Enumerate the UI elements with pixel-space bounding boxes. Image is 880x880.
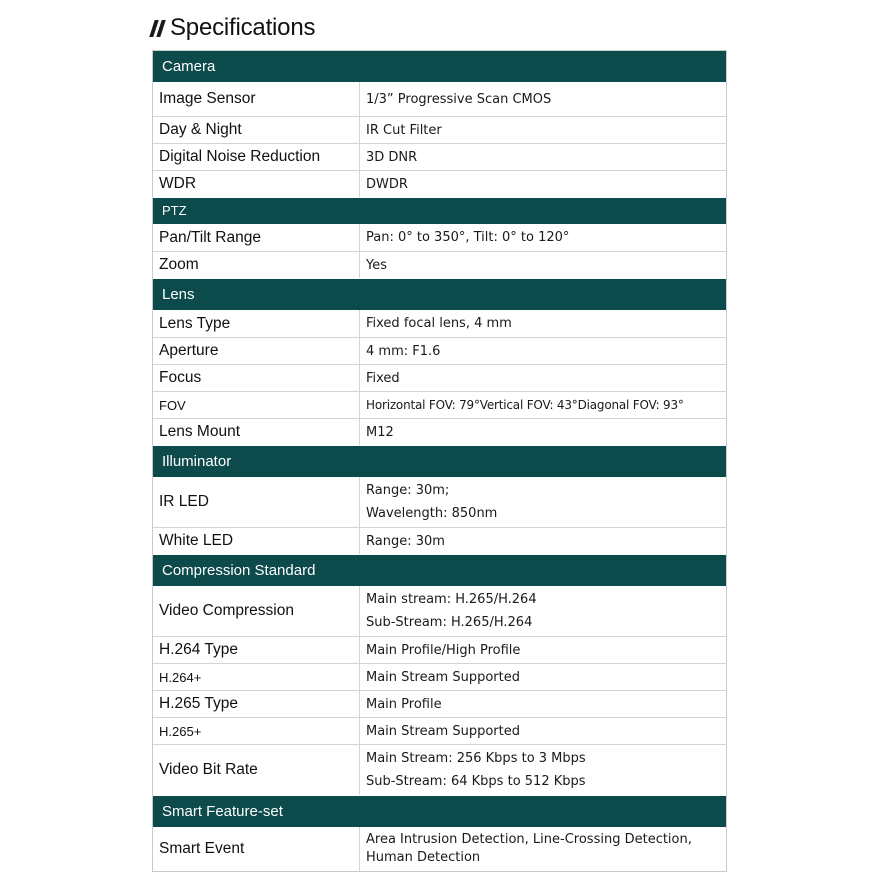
spec-value-line: Sub-Stream: H.265/H.264 <box>366 615 533 630</box>
section-heading: Illuminator <box>153 446 726 477</box>
spec-value <box>360 117 726 143</box>
spec-row <box>153 586 726 636</box>
spec-value-line: Main Profile/High Profile <box>366 642 521 658</box>
spec-row <box>153 310 726 337</box>
spec-row <box>153 717 726 744</box>
spec-row <box>153 527 726 554</box>
spec-value-line: Yes <box>366 257 387 273</box>
spec-value-line: Range: 30m <box>366 533 445 549</box>
spec-label: Smart Event <box>153 827 360 871</box>
spec-value <box>360 718 726 744</box>
spec-label: FOV <box>153 392 360 418</box>
section-heading: PTZ <box>153 198 726 224</box>
spec-row <box>153 364 726 391</box>
spec-label: H.264+ <box>153 664 360 690</box>
spec-value <box>360 419 726 445</box>
spec-label: White LED <box>153 528 360 554</box>
section-smart-feature-set <box>153 795 726 871</box>
spec-value-line: IR Cut Filter <box>366 122 442 138</box>
spec-row <box>153 636 726 663</box>
spec-label: WDR <box>153 171 360 197</box>
spec-value-line: Main Stream Supported <box>366 723 520 739</box>
spec-value-line: Fixed focal lens, 4 mm <box>366 316 512 331</box>
slash-mark-icon <box>152 20 166 37</box>
spec-value-line: Fixed <box>366 370 400 386</box>
spec-row <box>153 663 726 690</box>
section-heading: Smart Feature-set <box>153 796 726 827</box>
section-heading: Compression Standard <box>153 555 726 586</box>
spec-row <box>153 251 726 278</box>
spec-value-line: Range: 30m; <box>366 483 450 498</box>
spec-value <box>360 586 726 636</box>
spec-value-line: Main stream: H.265/H.264 <box>366 592 537 607</box>
spec-value-line: M12 <box>366 424 394 440</box>
spec-row <box>153 170 726 197</box>
spec-label: H.264 Type <box>153 637 360 663</box>
spec-value-line: 3D DNR <box>366 149 418 165</box>
spec-value <box>360 528 726 554</box>
spec-value-line: Human Detection <box>366 850 481 865</box>
spec-value <box>360 365 726 391</box>
section-camera <box>153 51 726 197</box>
spec-value-line: Horizontal FOV: 79°Vertical FOV: 43°Diagonal FOV: 93° <box>366 397 684 412</box>
spec-label: Aperture <box>153 338 360 364</box>
spec-label: Pan/Tilt Range <box>153 224 360 251</box>
spec-value <box>360 224 726 251</box>
spec-value <box>360 144 726 170</box>
spec-value <box>360 664 726 690</box>
spec-value-line: Area Intrusion Detection, Line-Crossing Detection, <box>366 832 692 847</box>
spec-row <box>153 391 726 418</box>
spec-label: Zoom <box>153 252 360 278</box>
spec-value-line: Main Profile <box>366 696 442 712</box>
spec-row <box>153 477 726 527</box>
section-heading: Lens <box>153 279 726 310</box>
spec-row <box>153 690 726 717</box>
spec-value <box>360 171 726 197</box>
spec-label: Digital Noise Reduction <box>153 144 360 170</box>
spec-value-line: 1/3” Progressive Scan CMOS <box>366 91 552 107</box>
section-lens <box>153 278 726 445</box>
spec-value <box>360 310 726 337</box>
spec-label: IR LED <box>153 477 360 527</box>
spec-value-line: DWDR <box>366 176 408 192</box>
spec-label: Image Sensor <box>153 82 360 116</box>
spec-row <box>153 82 726 116</box>
spec-value <box>360 338 726 364</box>
section-ptz <box>153 197 726 278</box>
specifications-table <box>152 50 727 872</box>
spec-row <box>153 143 726 170</box>
section-heading: Camera <box>153 51 726 82</box>
spec-label: H.265 Type <box>153 691 360 717</box>
spec-row <box>153 116 726 143</box>
spec-value <box>360 691 726 717</box>
spec-label: Lens Mount <box>153 419 360 445</box>
spec-value <box>360 637 726 663</box>
spec-value-line: Pan: 0° to 350°, Tilt: 0° to 120° <box>366 230 570 245</box>
spec-value <box>360 477 726 527</box>
spec-label: Day & Night <box>153 117 360 143</box>
spec-label: Lens Type <box>153 310 360 337</box>
spec-value <box>360 392 726 418</box>
spec-value-line: Wavelength: 850nm <box>366 506 498 521</box>
spec-label: Focus <box>153 365 360 391</box>
spec-value <box>360 827 726 871</box>
spec-value-line: Main Stream: 256 Kbps to 3 Mbps <box>366 751 586 766</box>
spec-row <box>153 337 726 364</box>
spec-value <box>360 252 726 278</box>
spec-label: Video Bit Rate <box>153 745 360 795</box>
spec-label: H.265+ <box>153 718 360 744</box>
section-compression-standard <box>153 554 726 795</box>
spec-value-line: 4 mm: F1.6 <box>366 343 441 359</box>
spec-label: Video Compression <box>153 586 360 636</box>
spec-value <box>360 745 726 795</box>
section-illuminator <box>153 445 726 554</box>
page-heading <box>152 12 315 44</box>
spec-row <box>153 224 726 251</box>
spec-value-line: Main Stream Supported <box>366 669 520 685</box>
spec-value <box>360 82 726 116</box>
spec-row <box>153 418 726 445</box>
spec-row <box>153 827 726 871</box>
spec-row <box>153 744 726 795</box>
spec-value-line: Sub-Stream: 64 Kbps to 512 Kbps <box>366 774 586 789</box>
page-title: Specifications <box>170 14 316 41</box>
